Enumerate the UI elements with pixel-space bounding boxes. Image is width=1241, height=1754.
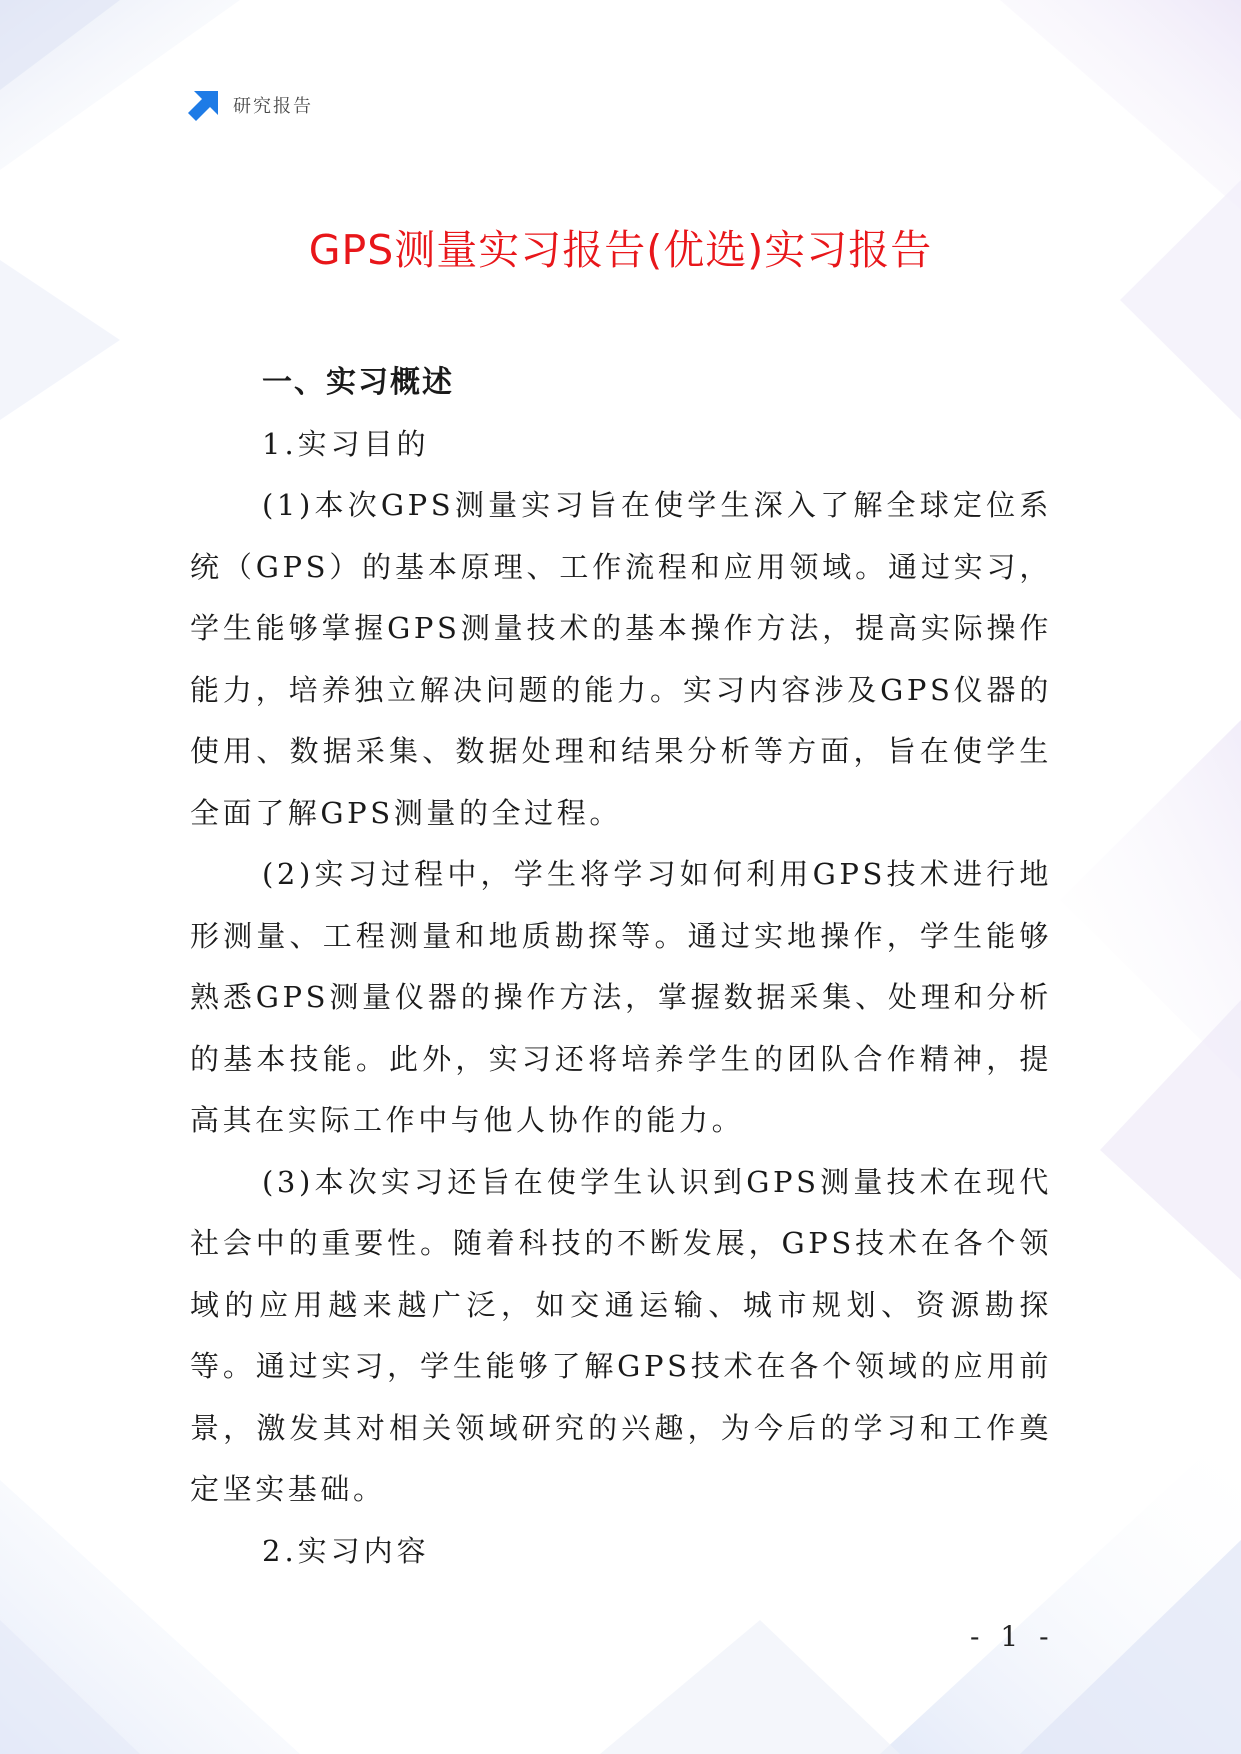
paragraph-1: (1)本次GPS测量实习旨在使学生深入了解全球定位系统（GPS）的基本原理、工作流程和应用领域。通过实习，学生能够掌握GPS测量技术的基本操作方法，提高实际操作能力，培养独立解决问题的能力。实习内容涉及GPS仪器的使用、数据采集、数据处理和结果分析等方面，旨在使学生全面了解GPS测量的全过程。: [190, 488, 1052, 830]
document-body: [190, 352, 1052, 1582]
paragraph-2: (2)实习过程中，学生将学习如何利用GPS技术进行地形测量、工程测量和地质勘探等。通过实地操作，学生能够熟悉GPS测量仪器的操作方法，掌握数据采集、处理和分析的基本技能。此外，实习还将培养学生的团队合作精神，提高其在实际工作中与他人协作的能力。: [190, 857, 1052, 1137]
header-label: 研究报告: [233, 96, 313, 117]
section-heading: 一、实习概述: [262, 365, 454, 400]
arrow-up-right-icon: [188, 89, 220, 121]
paragraph-3: (3)本次实习还旨在使学生认识到GPS测量技术在现代社会中的重要性。随着科技的不断发展，GPS技术在各个领域的应用越来越广泛，如交通运输、城市规划、资源勘探等。通过实习，学生能够了解GPS技术在各个领域的应用前景，激发其对相关领域研究的兴趣，为今后的学习和工作奠定坚实基础。: [190, 1164, 1052, 1506]
header: [188, 88, 313, 122]
sub-heading-purpose: 1.实习目的: [262, 426, 430, 461]
document-title: GPS测量实习报告(优选)实习报告: [308, 226, 933, 274]
sub-heading-content: 2.实习内容: [262, 1533, 430, 1568]
page-number: - 1 -: [970, 1620, 1055, 1653]
